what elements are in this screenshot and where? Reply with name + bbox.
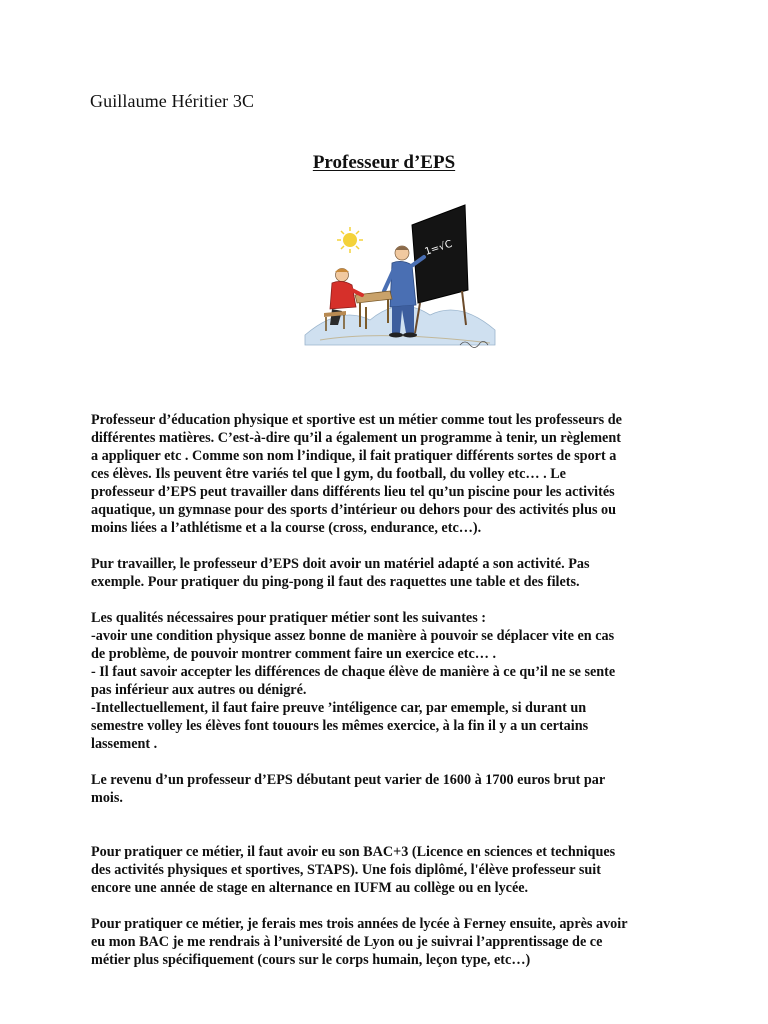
text-line: lassement . [91,736,158,752]
svg-text:1=√C: 1=√C [423,238,454,258]
paragraph-description [91,411,681,537]
text-line: Le revenu d’un professeur d’EPS débutant peut varier de 1600 à 1700 euros brut par [91,772,606,788]
text-line: a appliquer etc . Comme son nom l’indique, il fait pratiquer différents sortes de sport a [91,448,617,464]
text-line: Les qualités nécessaires pour pratiquer métier sont les suivantes : [91,610,487,626]
text-line: différentes matières. C’est-à-dire qu’il a également un programme à tenir, un règlement [91,430,621,446]
text-line: exemple. Pour pratiquer du ping-pong il faut des raquettes une table et des filets. [91,574,580,590]
text-line: mois. [91,790,123,806]
sun-icon [337,227,363,253]
text-line: -Intellectuellement, il faut faire preuve ’intéligence car, par ememple, si durant un [91,700,587,716]
text-line: semestre volley les élèves font touours les mêmes exercice, à la fin il y a un certains [91,718,589,734]
text-line: pas inférieur aux autres ou dénigré. [91,682,307,698]
text-line: métier plus spécifiquement (cours sur le corps humain, leçon type, etc…) [91,952,531,968]
illustration-svg [300,195,500,360]
document-body [91,411,681,987]
text-line: aquatique, un gymnase pour des sports d’intérieur ou dehors pour des activités plus ou [91,502,617,518]
text-line: - Il faut savoir accepter les différences de chaque élève de manière à ce qu’il ne se sente [91,664,616,680]
text-line: moins liées a l’athlétisme et a la course (cross, endurance, etc…). [91,520,482,536]
paragraph-equipment [91,555,681,591]
text-line: Professeur d’éducation physique et sportive est un métier comme tout les professeurs de [91,412,622,428]
text-line: Pur travailler, le professeur d’EPS doit avoir un matériel adapté a son activité. Pas [91,556,590,572]
teacher-blackboard-illustration [300,195,500,360]
text-line: de problème, de pouvoir montrer comment faire un exercice etc… . [91,646,497,662]
text-line: des activités physiques et sportives, STAPS). Une fois diplômé, l'élève professeur suit [91,862,601,878]
text-line: eu mon BAC je me rendrais à l’université de Lyon ou je suivrai l’apprentissage de ce [91,934,603,950]
text-line: professeur d’EPS peut travailler dans différents lieu tel qu’un piscine pour les activités [91,484,615,500]
paragraph-training [91,843,681,897]
paragraph-personal-plan [91,915,681,969]
text-line: Pour pratiquer ce métier, il faut avoir eu son BAC+3 (Licence en sciences et techniques [91,844,616,860]
paragraph-salary [91,771,681,807]
document-title: Professeur d’EPS [312,152,456,173]
text-line: encore une année de stage en alternance en IUFM au collège ou en lycée. [91,880,529,896]
paragraph-qualities [91,609,681,753]
author-name: Guillaume Héritier 3C [90,91,255,111]
text-line: Pour pratiquer ce métier, je ferais mes trois années de lycée à Ferney ensuite, après avoir [91,916,628,932]
text-line: ces élèves. Ils peuvent être variés tel que l gym, du football, du volley etc… . Le [91,466,566,482]
text-line: -avoir une condition physique assez bonne de manière à pouvoir se déplacer vite en cas [91,628,615,644]
